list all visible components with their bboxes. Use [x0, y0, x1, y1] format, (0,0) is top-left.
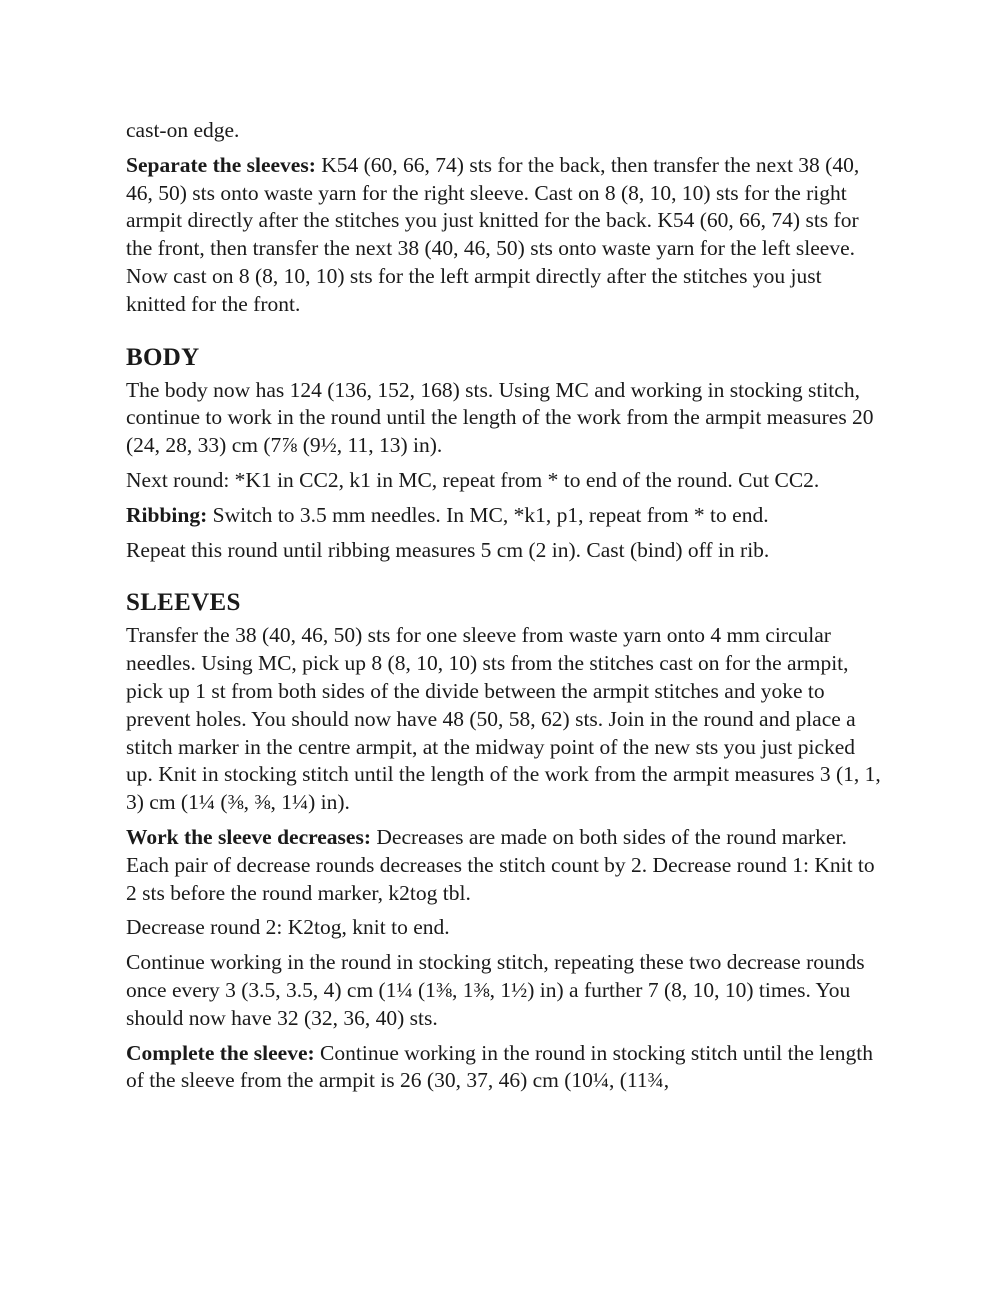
paragraph-cast-on-edge: [126, 117, 886, 145]
document-page: [126, 117, 886, 1102]
paragraph-ribbing: [126, 502, 886, 530]
paragraph-text: Continue working in the round in stocking stitch until the length of the sleeve from the armpit is 26 (30, 37, 46) cm (10¼, (11¾,: [126, 1040, 874, 1093]
paragraph-text: Transfer the 38 (40, 46, 50) sts for one sleeve from waste yarn onto 4 mm circular needles. Using MC, pick up 8 (8, 10, 10) sts from the stitches cast on for the armpit, pick up 1 st from both sides of the divide between the armpit stitches and yoke to prevent holes. You should now have 48 (50, 58, 62) sts. Join in the round and place a stitch marker in the centre armpit, at the midway point of the new sts you just picked up. Knit in stocking stitch until the length of the work from the armpit measures 3 (1, 1, 3) cm (1¼ (⅜, ⅜, 1¼) in).: [126, 623, 881, 815]
paragraph-text: Next round: *K1 in CC2, k1 in MC, repeat from * to end of the round. Cut CC2.: [126, 467, 820, 492]
paragraph-text: Repeat this round until ribbing measures 5 cm (2 in). Cast (bind) off in rib.: [126, 537, 770, 562]
paragraph-decrease-round-2: [126, 914, 886, 942]
paragraph-complete-sleeve: [126, 1040, 886, 1096]
paragraph-sleeve-decreases: [126, 824, 886, 907]
paragraph-lead-label: Work the sleeve decreases:: [126, 824, 371, 849]
section-heading-sleeves: SLEEVES: [126, 589, 241, 617]
paragraph-transfer-sleeve: [126, 622, 886, 817]
paragraph-body-stitch-count: [126, 377, 886, 460]
paragraph-repeat-round: [126, 537, 886, 565]
paragraph-lead-label: Separate the sleeves:: [126, 152, 316, 177]
paragraph-lead-label: Complete the sleeve:: [126, 1040, 315, 1065]
paragraph-text: Decrease round 2: K2tog, knit to end.: [126, 915, 450, 940]
paragraph-text: K54 (60, 66, 74) sts for the back, then transfer the next 38 (40, 46, 50) sts onto waste yarn for the right sleeve. Cast on 8 (8, 10, 10) sts for the right armpit directly after the stitches you just knitted for the back. K54 (60, 66, 74) sts for the front, then transfer the next 38 (40, 46, 50) sts onto waste yarn for the left sleeve. Now cast on 8 (8, 10, 10) sts for the left armpit directly after the stitches you just knitted for the front.: [126, 152, 860, 316]
paragraph-text: cast-on edge.: [126, 118, 240, 142]
paragraph-next-round: [126, 467, 886, 495]
paragraph-continue-decreasing: [126, 949, 886, 1032]
paragraph-text: The body now has 124 (136, 152, 168) sts. Using MC and working in stocking stitch, continue to work in the round until the length of the work from the armpit measures 20 (24, 28, 33) cm (7⅞ (9½, 11, 13) in).: [126, 377, 874, 458]
paragraph-text: Continue working in the round in stocking stitch, repeating these two decrease rounds once every 3 (3.5, 3.5, 4) cm (1¼ (1⅜, 1⅜, 1½) in) a further 7 (8, 10, 10) times. You should now have 32 (32, 36, 40) sts.: [126, 950, 865, 1030]
paragraph-separate-sleeves: [126, 152, 886, 319]
section-heading-body: BODY: [126, 343, 200, 371]
paragraph-lead-label: Ribbing:: [126, 502, 208, 527]
paragraph-text: Switch to 3.5 mm needles. In MC, *k1, p1, repeat from * to end.: [207, 502, 769, 527]
paragraph-text: Decreases are made on both sides of the round marker. Each pair of decrease rounds decreases the stitch count by 2. Decrease round 1: Knit to 2 sts before the round marker, k2tog tbl.: [126, 824, 875, 905]
